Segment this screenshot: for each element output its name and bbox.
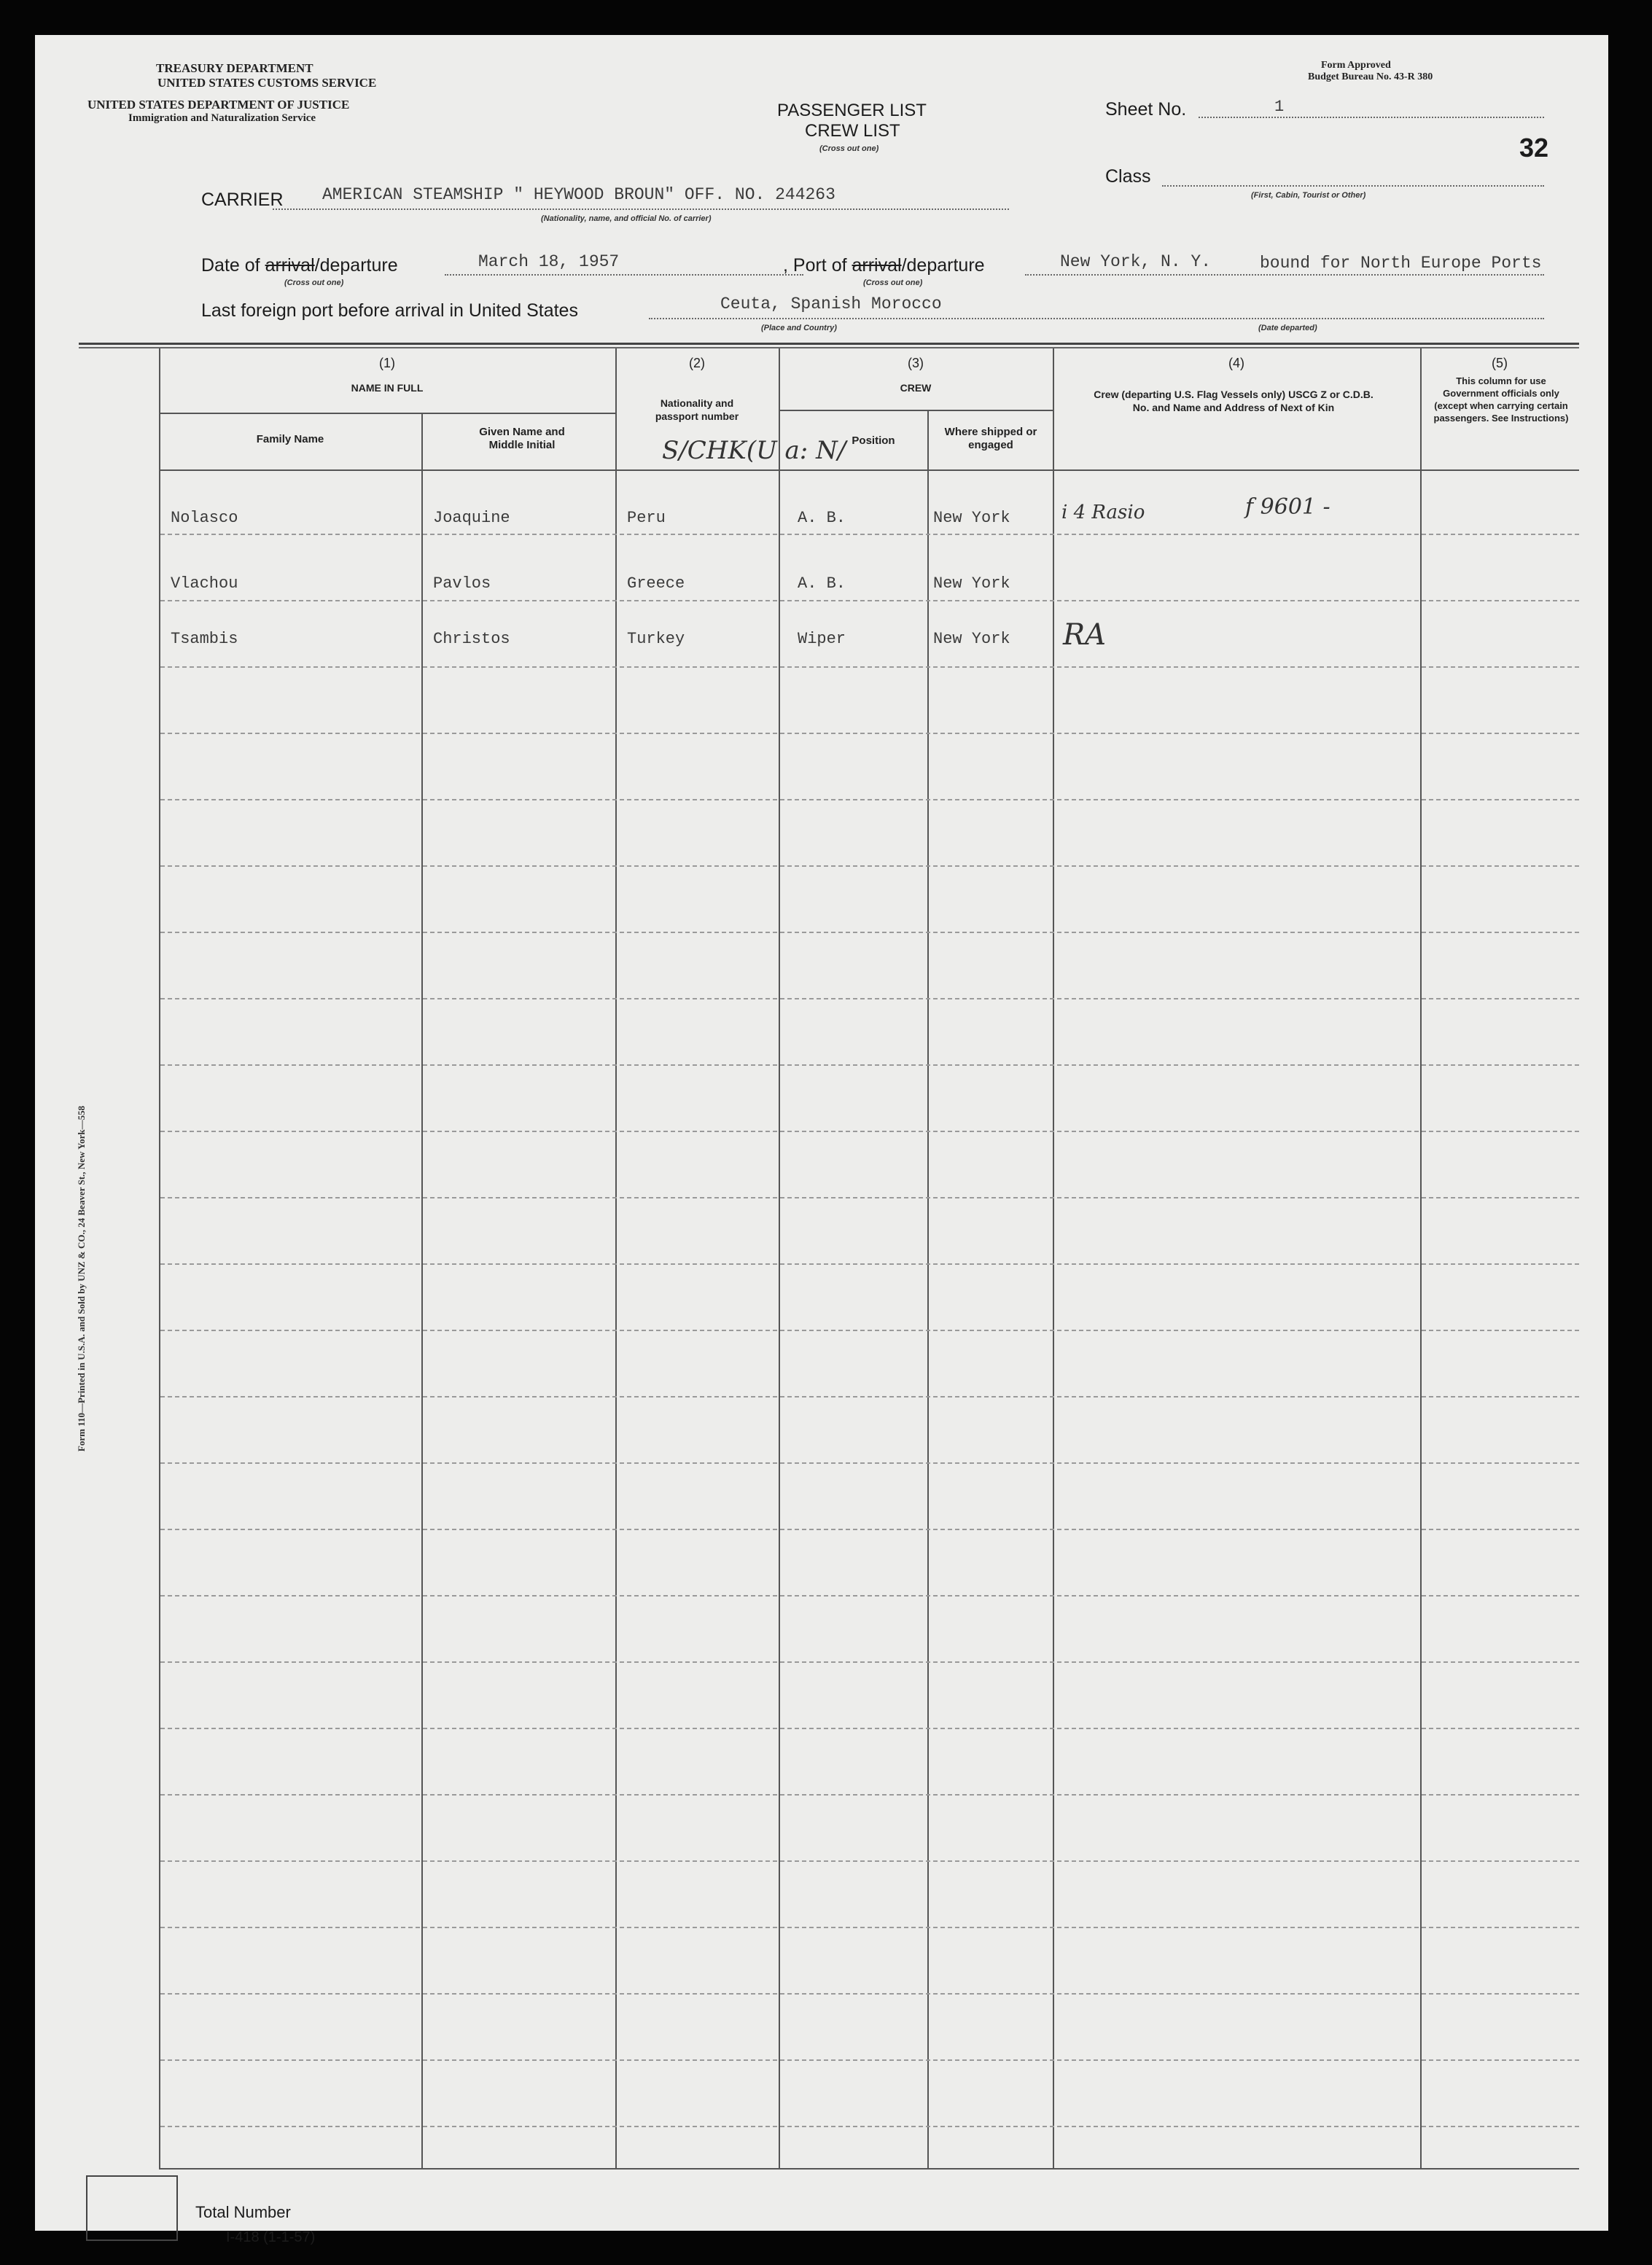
ruled-line [160,1529,1579,1530]
where-shipped-cell: New York [933,574,1010,593]
ruled-line [160,1595,1579,1597]
family-name-header: Family Name [256,433,324,445]
total-number-box[interactable] [86,2175,178,2241]
ruled-line [160,1330,1579,1331]
ruled-line [160,1131,1579,1132]
col4-number: (4) [1228,356,1244,370]
ruled-line [160,1462,1579,1464]
table-bottom-rule [159,2168,1579,2170]
nationality-cell: Turkey [627,630,685,648]
col3-number: (3) [908,356,924,370]
col2-title: Nationality and passport number [655,397,739,422]
position-header: Position [852,434,895,447]
ruled-line [160,2126,1579,2127]
form-sheet [35,35,1608,2245]
where-shipped-cell: New York [933,509,1010,527]
col-divider-family [421,414,423,2168]
budget-bureau: Budget Bureau No. 43-R 380 [1308,71,1433,82]
col-divider-kin [1420,348,1422,2168]
page-number: 32 [1519,133,1549,163]
position-cell: A. B. [798,574,846,593]
given-name-cell: Christos [433,630,510,648]
total-number-label: Total Number [195,2203,291,2221]
date-struck-word: arrival [265,255,315,276]
ruled-line [160,666,1579,668]
ruled-line [160,1197,1579,1198]
col4-title: Crew (departing U.S. Flag Vessels only) USCG Z or C.D.B. No. and Name and Address of Next of Kin [1094,389,1374,413]
ruled-line [160,799,1579,800]
form-code: I-418 (1-1-57) [226,2229,316,2245]
given-name-cell: Joaquine [433,509,510,527]
ruled-line [160,1927,1579,1928]
nationality-cell: Greece [627,574,685,593]
sheet-value: 1 [1274,98,1285,116]
carrier-value: AMERICAN STEAMSHIP " HEYWOOD BROUN" OFF. NO. 244263 [322,185,835,204]
col5-title: This column for use Government officials only (except when carrying certain passengers. See Instructions) [1433,375,1569,424]
col-divider-crew [1053,348,1054,2168]
ruled-line [160,1860,1579,1862]
last-port-value: Ceuta, Spanish Morocco [720,295,942,313]
top-rule-1 [79,343,1579,345]
agency-treasury: TREASURY DEPARTMENT [156,61,313,75]
ruled-line [160,534,1579,535]
where-shipped-cell: New York [933,630,1010,648]
handwritten-number-row1: f 9601 - [1245,494,1330,520]
port-field [1025,274,1544,276]
position-cell: A. B. [798,509,846,527]
header-bottom-rule [159,469,1579,471]
title-note: (Cross out one) [819,144,879,153]
col2-number: (2) [689,356,705,370]
nationality-cell: Peru [627,509,666,527]
ruled-line [160,600,1579,601]
ruled-line [160,1728,1579,1729]
family-name-cell: Nolasco [171,509,238,527]
agency-justice: UNITED STATES DEPARTMENT OF JUSTICE [87,98,350,112]
where-shipped-header: Where shipped or engaged [944,426,1037,451]
title-crew-list: CREW LIST [805,121,900,141]
ruled-line [160,733,1579,734]
header-subrule-crew [779,410,1053,411]
handwritten-kin-row3: RA [1063,618,1107,652]
port-value: New York, N. Y. [1060,252,1212,271]
ruled-line [160,1661,1579,1663]
class-field [1162,185,1544,187]
carrier-note: (Nationality, name, and official No. of carrier) [541,214,712,223]
port-note: (Cross out one) [863,278,923,287]
ruled-line [160,1064,1579,1066]
handwritten-passport-note: S/CHK(U a: N/ [662,436,846,465]
position-cell: Wiper [798,630,846,648]
col1-title: NAME IN FULL [351,382,424,394]
col-divider-name [615,348,617,2168]
top-rule-2 [79,347,1579,348]
date-field [445,274,803,276]
side-imprint: Form 110—Printed in U.S.A. and Sold by UNZ & CO., 24 Beaver St., New York—558 [76,1105,87,1452]
port-struck-word: arrival [852,255,902,276]
last-port-label: Last foreign port before arrival in United States [201,300,578,321]
port-label: , Port of arrival/departure [783,255,985,276]
family-name-cell: Tsambis [171,630,238,648]
port-bound-for: bound for North Europe Ports [1260,254,1542,273]
col1-number: (1) [379,356,395,370]
date-label: Date of arrival/departure [201,255,398,276]
col5-number: (5) [1492,356,1508,370]
ruled-line [160,865,1579,867]
family-name-cell: Vlachou [171,574,238,593]
col-divider-position [927,411,929,2168]
carrier-field [273,208,1009,210]
table-left-border [159,348,160,2168]
given-name-header: Given Name and Middle Initial [479,426,565,451]
sheet-field [1199,117,1544,118]
date-note: (Cross out one) [284,278,344,287]
col3-title: CREW [900,382,932,394]
ruled-line [160,1263,1579,1265]
ruled-line [160,1993,1579,1995]
ruled-line [160,932,1579,933]
last-port-date-note: (Date departed) [1258,324,1317,332]
ruled-line [160,998,1579,999]
class-note: (First, Cabin, Tourist or Other) [1251,191,1366,200]
ruled-line [160,1794,1579,1796]
header-subrule-name [159,413,615,414]
form-approved: Form Approved [1321,60,1391,71]
handwritten-kin-row1: i 4 Rasio [1061,502,1145,523]
sheet-label: Sheet No. [1105,99,1187,120]
agency-immigration: Immigration and Naturalization Service [128,112,316,124]
carrier-label: CARRIER [201,190,284,210]
given-name-cell: Pavlos [433,574,491,593]
class-label: Class [1105,166,1151,187]
ruled-line [160,1396,1579,1397]
title-passenger-list: PASSENGER LIST [777,101,927,120]
date-value: March 18, 1957 [478,252,620,271]
agency-customs: UNITED STATES CUSTOMS SERVICE [157,76,377,90]
col-divider-nationality [779,348,780,2168]
last-port-field [649,318,1544,319]
last-port-place-note: (Place and Country) [761,324,837,332]
ruled-line [160,2059,1579,2061]
